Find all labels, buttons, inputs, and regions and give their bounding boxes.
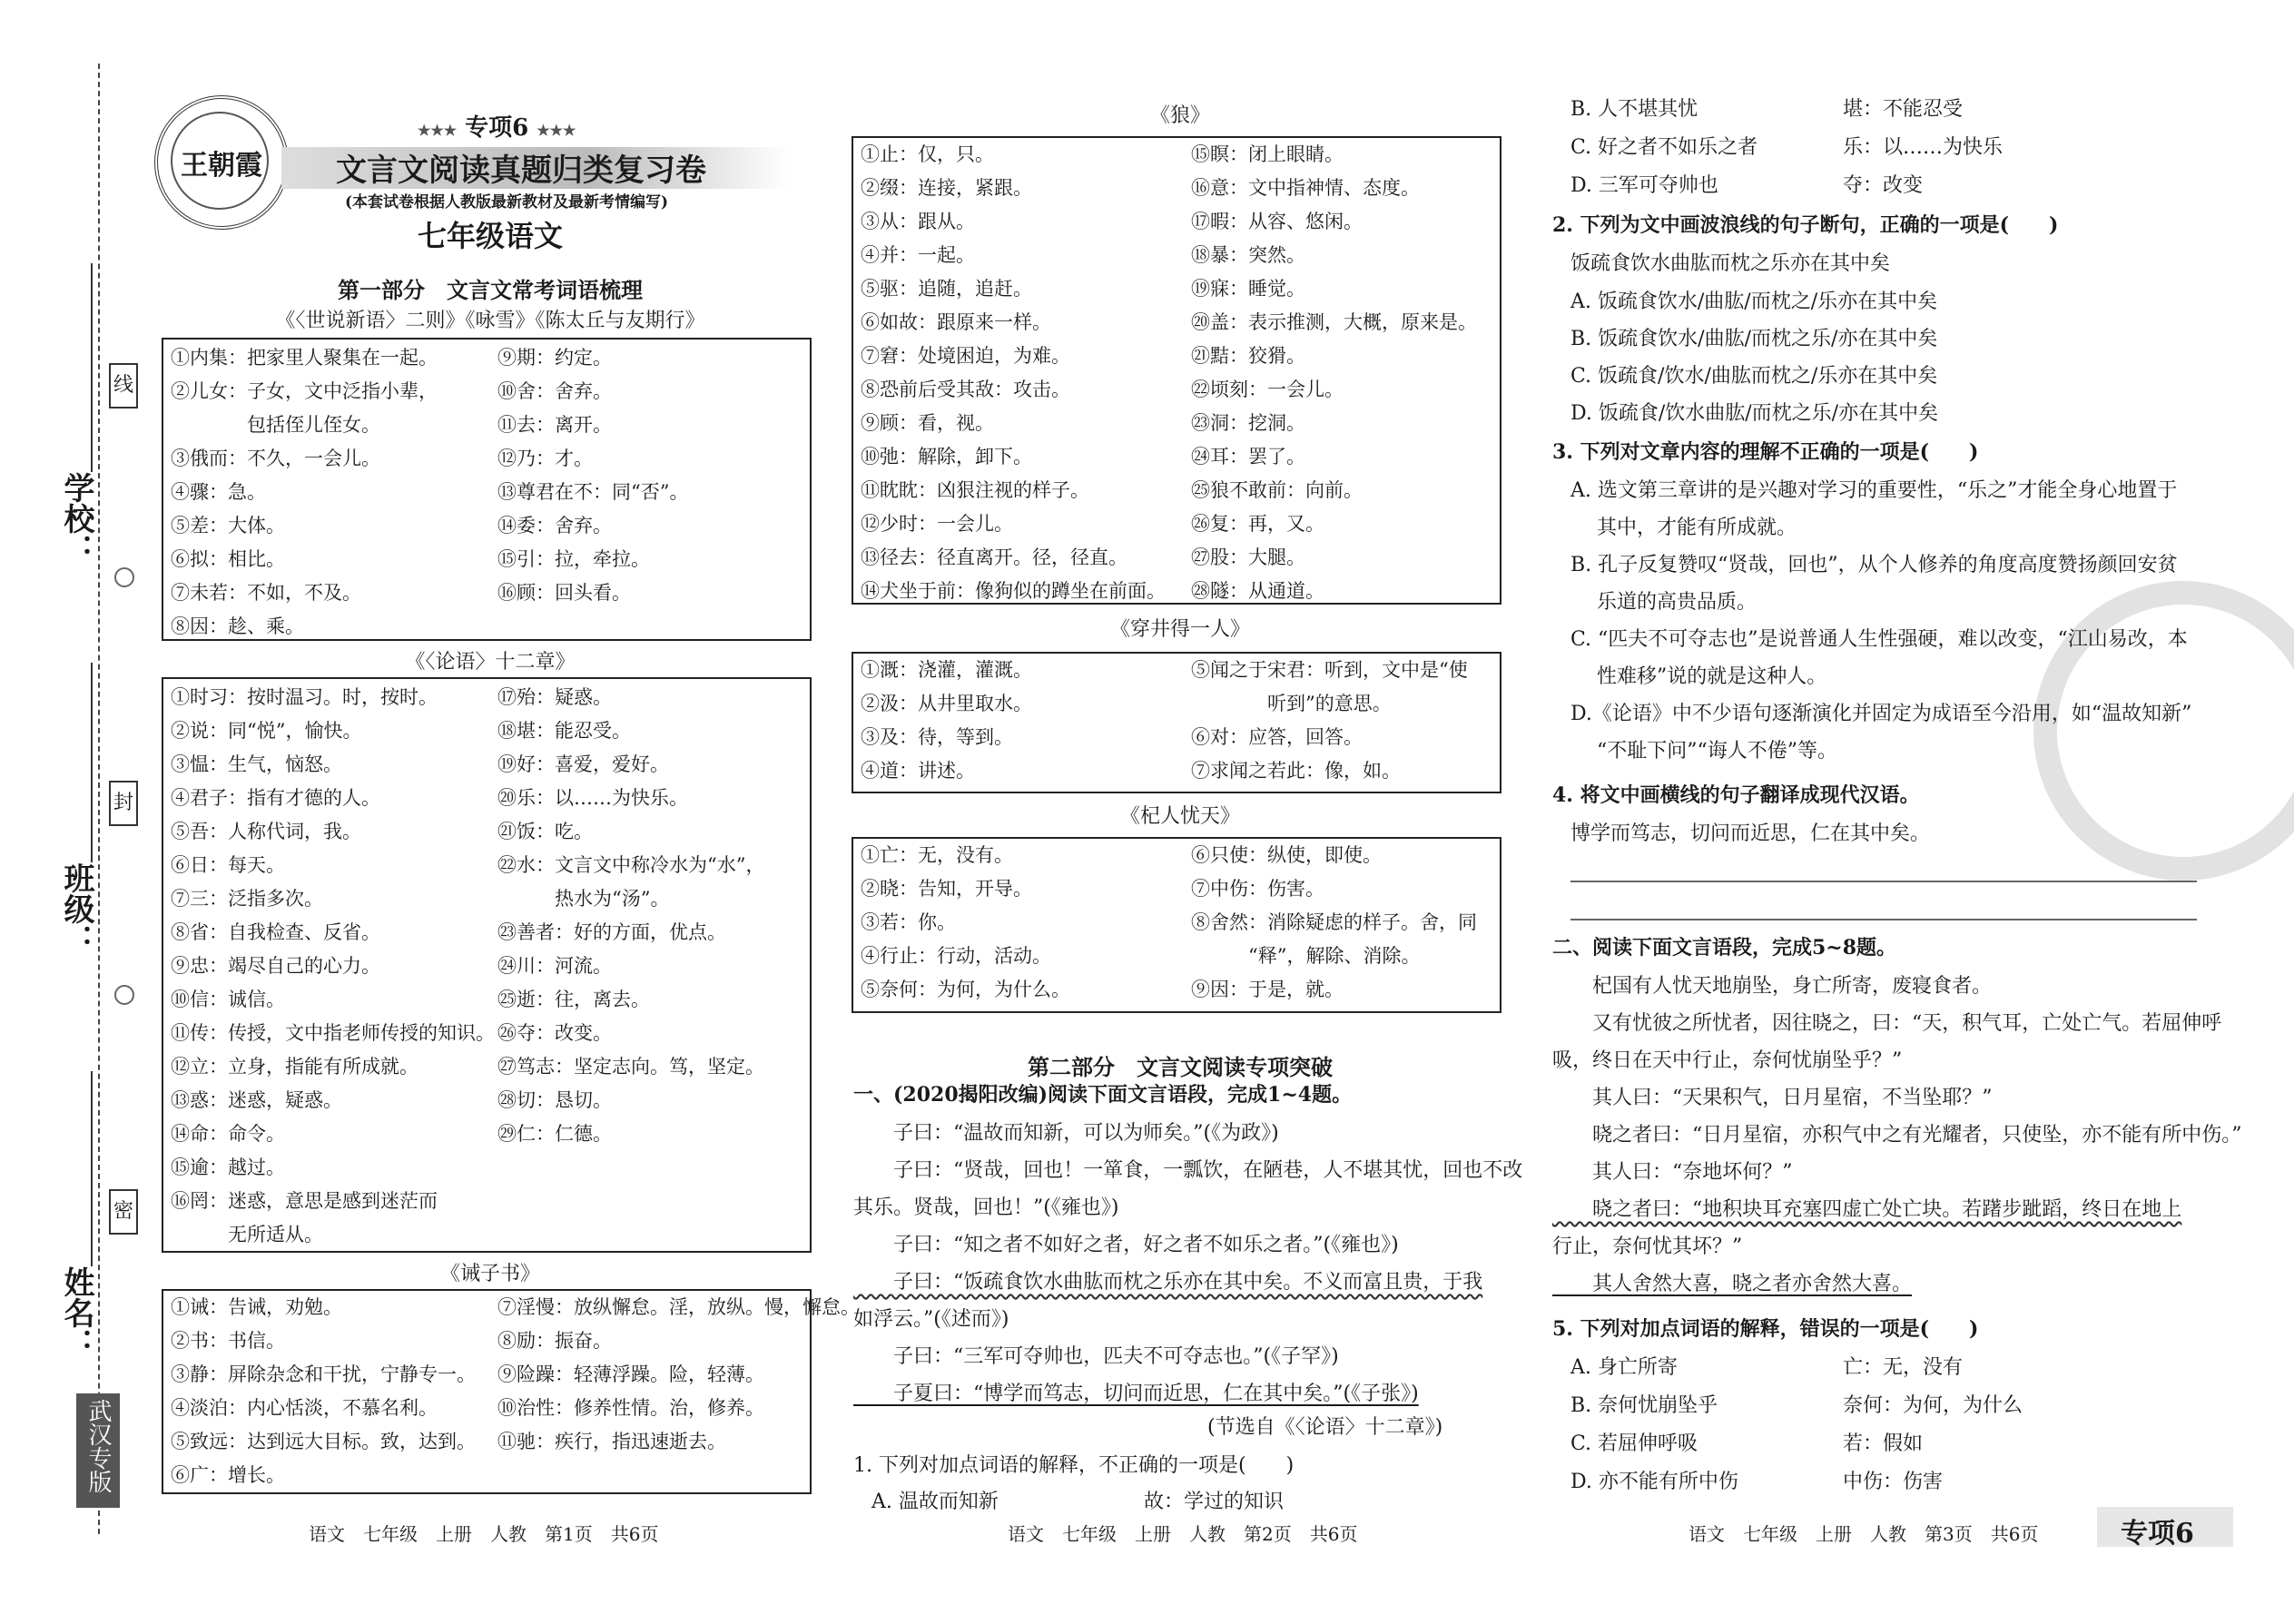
q5-option-b (1570, 1387, 2023, 1424)
vocab-item: ⑰暇：从容、悠闲。 (1191, 211, 1363, 232)
passage-line: 子夏曰：“博学而笃志，切问而近思，仁在其中矣。”(《子张》) (853, 1383, 1419, 1405)
passage-line: 杞国有人忧天地崩坠，身亡所寄，废寝食者。 (1552, 975, 1993, 998)
vocab-item: ⑧恐前后受其敌：攻击。 (861, 379, 1070, 400)
section2-heading: 二、阅读下面文言语段，完成5~8题。 (1552, 936, 1897, 960)
vocab-item: ⑦淫慢：放纵懈怠。淫，放纵。慢，懈怠。 (497, 1296, 860, 1318)
vocab-item: ⑪驰：疾行，指迅速逝去。 (497, 1431, 726, 1452)
passage-line: 晓之者曰：“地积块耳充塞四虚亡处亡块。若躇步跐蹈，终日在地上 (1552, 1198, 2182, 1221)
vocab-item: ⑨顾：看，视。 (861, 412, 994, 434)
answer-line[interactable] (1570, 919, 2197, 920)
vocab-item: ⑧省：自我检查、反省。 (171, 921, 380, 943)
vocab-item: ⑤驱：追随，追赶。 (861, 278, 1032, 300)
vocab-item: ④骤：急。 (171, 481, 266, 503)
vocab-item: ⑬径去：径直离开。径，径直。 (861, 546, 1127, 568)
name-line (91, 1071, 93, 1266)
footer-page-1: 语文 七年级 上册 人教 第1页 共6页 (309, 1523, 659, 1545)
vocab-item: ⑪去：离开。 (497, 414, 612, 436)
vocab-item: ⑦三：泛指多次。 (171, 888, 323, 910)
vocab-item: ⑱堪：能忍受。 (497, 720, 631, 742)
vocab-item: ③静：屏除杂念和干扰，宁静专一。 (171, 1363, 476, 1385)
part1-title: 第一部分 文言文常考词语梳理 (338, 277, 643, 303)
vocab-box-group6 (852, 837, 1501, 1013)
vocab-item: ⑮逾：越过。 (171, 1156, 285, 1178)
vocab-item: ⑩舍：舍弃。 (497, 380, 612, 402)
answer-line[interactable] (1570, 881, 2197, 882)
vocab-item: ④道：讲述。 (861, 760, 975, 782)
option-text: C. 若屈伸呼吸 (1570, 1432, 1698, 1455)
passage-line: 如浮云。”(《述而》) (853, 1308, 1009, 1331)
option-gloss: 故：学过的知识 (1144, 1491, 1285, 1513)
vocab-item: ④君子：指有才德的人。 (171, 787, 380, 809)
group4-title: 《狼》 (1149, 104, 1210, 127)
seal-char-seal: 封 (109, 781, 138, 826)
vocab-item: ⑳乐：以……为快乐。 (497, 787, 688, 809)
page-3 (1543, 0, 2242, 1624)
vocab-box-group5 (852, 652, 1501, 793)
vocab-item: ③愠：生气，恼怒。 (171, 753, 342, 775)
vocab-item: ⑥只使：纵使，即使。 (1191, 844, 1382, 866)
option-text: D. 饭疏食/饮水曲肱/而枕之乐/亦在其中矣 (1570, 402, 1939, 425)
option-text: D.《论语》中不少语句逐渐演化并固定为成语至今沿用，如“温故知新” (1570, 703, 2192, 725)
vocab-item: ㉗股：大腿。 (1191, 546, 1305, 568)
question-3: 3. 下列对文章内容的理解不正确的一项是( ) (1552, 440, 1979, 464)
class-line (91, 663, 93, 862)
q1-option-c (1570, 129, 2004, 166)
vocab-item: ㉑黠：狡猾。 (1191, 345, 1305, 367)
vocab-item: ①亡：无，没有。 (861, 844, 1013, 866)
option-text: D. 三军可夺帅也 (1570, 174, 1718, 197)
option-text: C. “匹夫不可夺志也”是说普通人生性强硬，难以改变，“江山易改，本 (1570, 628, 2188, 651)
footer-page-3: 语文 七年级 上册 人教 第3页 共6页 (1689, 1523, 2039, 1545)
vocab-item: ③及：待，等到。 (861, 726, 1013, 748)
question-5: 5. 下列对加点词语的解释，错误的一项是( ) (1552, 1317, 1979, 1341)
stars-left: ★★★ (418, 122, 458, 139)
vocab-item: ①内集：把家里人聚集在一起。 (171, 347, 438, 369)
vocab-item: ⑤差：大体。 (171, 515, 285, 536)
corner-tag-label: 专项6 (2121, 1518, 2194, 1550)
vocab-item: ⑩治性：修养性情。治，修养。 (497, 1397, 764, 1419)
vocab-list-left (171, 341, 438, 644)
series-label: 专项6 (465, 114, 529, 142)
vocab-item: ②晓：告知，开导。 (861, 878, 1032, 900)
passage-line: 其人舍然大喜，晓之者亦舍然大喜。 (1552, 1273, 1913, 1295)
option-text: A. 身亡所寄 (1570, 1356, 1678, 1379)
vocab-item: ⑬尊君在不：同“否”。 (497, 481, 689, 503)
corner-tag (2097, 1507, 2233, 1550)
vocab-item: ⑧励：振奋。 (497, 1330, 612, 1352)
part2-title: 第二部分 文言文阅读专项突破 (1028, 1054, 1333, 1080)
vocab-item: ㉘切：恳切。 (497, 1089, 612, 1111)
passage-line: 行止，奈何忧其坏？” (1552, 1235, 1743, 1258)
vocab-item: ㉓善者：好的方面，优点。 (497, 921, 726, 943)
passage-line: 其人曰：“奈地坏何？” (1552, 1161, 1793, 1184)
vocab-box-group4 (852, 136, 1501, 605)
option-text: A. 饭疏食饮水/曲肱/而枕之/乐亦在其中矣 (1570, 290, 1938, 313)
passage2 (1552, 968, 2242, 1303)
vocab-item: ⑲好：喜爱，爱好。 (497, 753, 669, 775)
version-text: 武汉专版 (84, 1399, 112, 1493)
vocab-item: ②说：同“悦”，愉快。 (171, 720, 362, 742)
vocab-item: ①止：仅，只。 (861, 143, 994, 165)
vocab-item: ⑦中伤：伤害。 (1191, 878, 1324, 900)
vocab-list-left (861, 138, 1166, 608)
vocab-item: ㉑饭：吃。 (497, 821, 593, 842)
vocab-item: ⑨因：于是，就。 (1191, 979, 1344, 1000)
school-label: 学校： (58, 472, 94, 565)
passage-line: 晓之者曰：“日月星宿，亦积气中之有光耀者，只使坠，亦不能有所中伤。” (1552, 1124, 2242, 1147)
section1-heading: 一、(2020揭阳改编)阅读下面文言语段，完成1~4题。 (853, 1083, 1353, 1107)
seal-char-line: 线 (109, 363, 138, 408)
binding-hole (114, 985, 134, 1005)
paper-note: (本套试卷根据人教版最新教材及最新考情编写) (345, 193, 669, 212)
vocab-item: ⑲寐：睡觉。 (1191, 278, 1305, 300)
vocab-item: ㉔耳：罢了。 (1191, 446, 1305, 468)
q1-option-d (1570, 167, 1924, 204)
school-line (91, 263, 93, 472)
vocab-list-right (1191, 654, 1468, 788)
vocab-box-group2 (162, 677, 812, 1253)
vocab-item: “释”，解除、消除。 (1191, 945, 1421, 967)
vocab-item: ⑤致远：达到远大目标。致，达到。 (171, 1431, 476, 1452)
vocab-item: ②缀：连接，紧跟。 (861, 177, 1032, 199)
vocab-item: 听到”的意思。 (1191, 693, 1392, 714)
vocab-item: ⑥广：增长。 (171, 1464, 285, 1486)
group3-title: 《诫子书》 (439, 1263, 540, 1285)
group6-title: 《杞人忧天》 (1119, 805, 1240, 828)
q1-option-b (1570, 91, 1964, 128)
vocab-item: ⑤奈何：为何，为什么。 (861, 979, 1070, 1000)
vocab-item: ⑫少时：一会儿。 (861, 513, 1013, 535)
question-1: 1. 下列对加点词语的解释，不正确的一项是( ) (853, 1454, 1295, 1477)
option-text: B. 饭疏食饮水/曲肱/而枕之乐/亦在其中矣 (1570, 328, 1938, 350)
question-2: 2. 下列为文中画波浪线的句子断句，正确的一项是( ) (1552, 213, 2059, 237)
vocab-item: ㉒顷刻：一会儿。 (1191, 379, 1344, 400)
vocab-item: ②汲：从井里取水。 (861, 693, 1032, 714)
question-4: 4. 将文中画横线的句子翻译成现代汉语。 (1552, 783, 1920, 807)
vocab-item: ㉗笃志：坚定志向。笃，坚定。 (497, 1056, 764, 1078)
vocab-item: ①溉：浇灌，灌溉。 (861, 659, 1032, 681)
vocab-list-left (861, 654, 1032, 788)
vocab-list-right (497, 341, 688, 610)
vocab-item: ⑩信：诚信。 (171, 989, 285, 1010)
vocab-item: ⑱暴：突然。 (1191, 244, 1305, 266)
vocab-item: ⑨忠：竭尽自己的心力。 (171, 955, 380, 977)
option-text: C. 好之者不如乐之者 (1570, 136, 1758, 159)
page-1 (154, 0, 860, 1624)
group5-title: 《穿井得一人》 (1109, 618, 1250, 641)
vocab-list-right (497, 1291, 860, 1459)
name-label: 姓名： (58, 1266, 94, 1359)
q4-sentence: 博学而笃志，切问而近思，仁在其中矣。 (1570, 822, 1931, 845)
seal-char-secret: 密 (109, 1189, 138, 1235)
paper-title: 文言文阅读真题归类复习卷 (336, 153, 706, 189)
passage-line: 其人曰：“天果积气，日月星宿，不当坠耶？” (1552, 1087, 1993, 1109)
vocab-item: ⑦窘：处境困迫，为难。 (861, 345, 1070, 367)
option-text: B. 奈何忧崩坠乎 (1570, 1394, 1718, 1417)
vocab-box-group1 (162, 338, 812, 641)
vocab-item: ⑯意：文中指神情、态度。 (1191, 177, 1420, 199)
vocab-item: ⑤闻之于宋君：听到，文中是“使 (1191, 659, 1468, 681)
vocab-item: ④淡泊：内心恬淡，不慕名利。 (171, 1397, 438, 1419)
vocab-item: ⑥对：应答，回答。 (1191, 726, 1363, 748)
option-text: 乐道的高贵品质。 (1570, 591, 1757, 614)
page-2 (844, 0, 1523, 1624)
vocab-list-left (861, 839, 1070, 1007)
vocab-item: ⑫乃：才。 (497, 448, 593, 469)
vocab-list-left (171, 681, 495, 1252)
binding-hole (114, 567, 134, 587)
vocab-item: ⑮引：拉，牵拉。 (497, 548, 650, 570)
q3-options (1570, 472, 2191, 770)
option-text: B. 孔子反复赞叹“贤哉，回也”，从个人修养的角度高度赞扬颜回安贫 (1570, 554, 2178, 576)
q2-sentence: 饭疏食饮水曲肱而枕之乐亦在其中矣 (1570, 252, 1891, 275)
vocab-item: ㉔川：河流。 (497, 955, 612, 977)
vocab-item: ⑯罔：迷惑，意思是感到迷茫而 (171, 1190, 438, 1212)
vocab-item: ⑬惑：迷惑，疑惑。 (171, 1089, 342, 1111)
passage-line: 子曰：“三军可夺帅也，匹夫不可夺志也。”(《子罕》) (853, 1345, 1339, 1368)
option-gloss: 若：假如 (1843, 1432, 1924, 1455)
option-gloss: 亡：无，没有 (1843, 1356, 1964, 1379)
vocab-item: ⑫立：立身，指能有所成就。 (171, 1056, 418, 1078)
footer-page-2: 语文 七年级 上册 人教 第2页 共6页 (1008, 1523, 1358, 1545)
vocab-item: ②书：书信。 (171, 1330, 285, 1352)
vocab-item: ⑮瞑：闭上眼睛。 (1191, 143, 1344, 165)
vocab-item: ⑥拟：相比。 (171, 548, 285, 570)
vocab-item: ⑧因：趁、乘。 (171, 615, 304, 637)
vocab-item: ㉕狼不敢前：向前。 (1191, 479, 1363, 501)
vocab-item: ㉖夺：改变。 (497, 1022, 612, 1044)
vocab-item: ⑩弛：解除，卸下。 (861, 446, 1032, 468)
grade-title: 七年级语文 (418, 219, 564, 253)
q1-option-a (871, 1483, 1285, 1521)
passage-line: 子曰：“饭疏食饮水曲肱而枕之乐亦在其中矣。不义而富且贵，于我 (853, 1271, 1483, 1294)
vocab-item: 热水为“汤”。 (497, 888, 670, 910)
vocab-item: ⑧舍然：消除疑虑的样子。舍，同 (1191, 911, 1477, 933)
vocab-item: ④并：一起。 (861, 244, 975, 266)
q5-option-c (1570, 1425, 1924, 1462)
vocab-item: ⑪眈眈：凶狠注视的样子。 (861, 479, 1089, 501)
option-text: A. 选文第三章讲的是兴趣对学习的重要性，“乐之”才能全身心地置于 (1570, 479, 2178, 502)
vocab-item: ⑦求闻之若此：像，如。 (1191, 760, 1401, 782)
passage-line: 子曰：“知之者不如好之者，好之者不如乐之者。”(《雍也》) (853, 1234, 1399, 1256)
vocab-item: ⑭委：舍弃。 (497, 515, 612, 536)
vocab-item: ⑯顾：回头看。 (497, 582, 631, 604)
q5-option-a (1570, 1349, 1964, 1386)
option-text: A. 温故而知新 (871, 1491, 999, 1513)
vocab-item: ㉓洞：挖洞。 (1191, 412, 1305, 434)
version-stamp (76, 1393, 120, 1508)
vocab-item: ⑤吾：人称代词，我。 (171, 821, 361, 842)
q2-options (1570, 283, 1938, 432)
vocab-item: ⑭命：命令。 (171, 1123, 285, 1145)
vocab-item: ③俄而：不久，一会儿。 (171, 448, 380, 469)
vocab-item: ㉘隧：从通道。 (1191, 580, 1324, 602)
passage-line: 其乐。贤哉，回也！”(《雍也》) (853, 1196, 1119, 1219)
vocab-list-right (497, 681, 764, 1151)
option-gloss: 奈何：为何，为什么 (1843, 1394, 2023, 1417)
q5-option-d (1570, 1463, 1944, 1501)
vocab-item: ⑨期：约定。 (497, 347, 612, 369)
passage-line: 又有忧彼之所忧者，因往晓之，曰：“天，积气耳，亡处亡气。若屈伸呼 (1552, 1012, 2222, 1035)
logo-text: 王朝霞 (181, 150, 262, 182)
option-text: “不耻下问”“诲人不倦”等。 (1570, 740, 1837, 763)
vocab-item: ㉖复：再，又。 (1191, 513, 1324, 535)
vocab-item: ⑨险躁：轻薄浮躁。险，轻薄。 (497, 1363, 764, 1385)
passage-line: 吸，终日在天中行止，奈何忧崩坠乎？” (1552, 1049, 1903, 1072)
option-gloss: 中伤：伤害 (1843, 1471, 1944, 1493)
vocab-item: ⑪传：传授，文中指老师传授的知识。 (171, 1022, 495, 1044)
vocab-item: ㉕逝：往，离去。 (497, 989, 650, 1010)
series-banner (418, 109, 576, 143)
vocab-item: ㉙仁：仁德。 (497, 1123, 612, 1145)
option-text: C. 饭疏食/饮水/曲肱而枕之/乐亦在其中矣 (1570, 365, 1938, 388)
group2-title: 《〈论语〉十二章》 (405, 651, 576, 674)
vocab-item: ④行止：行动，活动。 (861, 945, 1051, 967)
passage1 (853, 1115, 1522, 1412)
vocab-item: ⑥日：每天。 (171, 854, 285, 876)
option-gloss: 乐：以……为快乐 (1843, 136, 2004, 159)
option-text: 性难移”说的就是这种人。 (1570, 665, 1827, 688)
vocab-box-group3 (162, 1289, 860, 1494)
publisher-logo (154, 95, 289, 230)
passage1-source: (节选自《〈论语〉十二章》) (1207, 1416, 1443, 1439)
passage-line: 子曰：“温故而知新，可以为师矣。”(《为政》) (853, 1122, 1279, 1145)
vocab-item: 包括侄儿侄女。 (171, 414, 380, 436)
vocab-item: ⑰殆：疑惑。 (497, 686, 612, 708)
vocab-item: ⑥如故：跟原来一样。 (861, 311, 1051, 333)
option-gloss: 夺：改变 (1843, 174, 1924, 197)
vocab-item: ③若：你。 (861, 911, 956, 933)
option-gloss: 堪：不能忍受 (1843, 98, 1964, 121)
binding-strip (0, 0, 145, 1624)
vocab-item: ①诫：告诫，劝勉。 (171, 1296, 342, 1318)
vocab-item: ⑦未若：不如，不及。 (171, 582, 361, 604)
passage-line: 子曰：“贤哉，回也！一箪食，一瓢饮，在陋巷，人不堪其忧，回也不改 (853, 1159, 1523, 1182)
vocab-list-right (1191, 839, 1477, 1007)
vocab-item: ②儿女：子女，文中泛指小辈， (171, 380, 438, 402)
vocab-item: ㉒水：文言文中称冷水为“水”， (497, 854, 765, 876)
vocab-list-right (1191, 138, 1477, 608)
option-text: D. 亦不能有所中伤 (1570, 1471, 1738, 1493)
option-text: B. 人不堪其忧 (1570, 98, 1698, 121)
vocab-item: ③从：跟从。 (861, 211, 975, 232)
vocab-item: ⑳盖：表示推测，大概，原来是。 (1191, 311, 1477, 333)
option-text: 其中，才能有所成就。 (1570, 517, 1797, 539)
vocab-item: 无所适从。 (171, 1224, 323, 1245)
vocab-list-left (171, 1291, 476, 1492)
stars-right: ★★★ (537, 122, 576, 139)
class-label: 班级： (58, 862, 94, 955)
vocab-item: ⑭犬坐于前：像狗似的蹲坐在前面。 (861, 580, 1166, 602)
vocab-item: ①时习：按时温习。时，按时。 (171, 686, 438, 708)
group1-title: 《〈世说新语〉二则》《咏雪》《陈太丘与友期行》 (275, 310, 705, 332)
